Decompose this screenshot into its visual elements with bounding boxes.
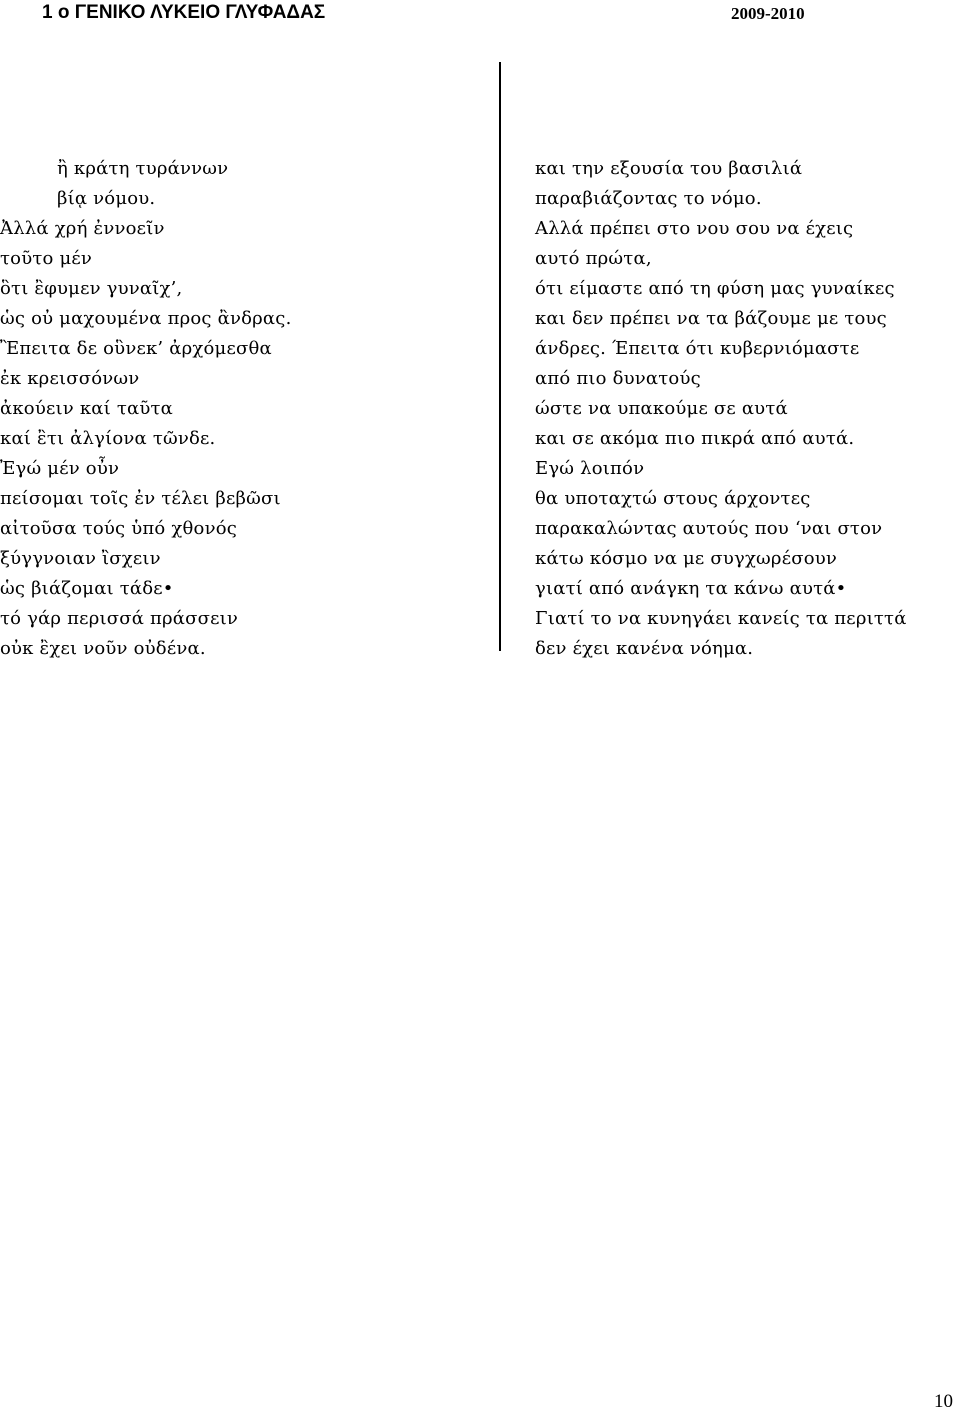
translation-line: Εγώ λοιπόν — [535, 458, 645, 479]
greek-line: πείσομαι τοῖς ἐν τέλει βεβῶσι — [0, 488, 281, 509]
greek-line: ὃτι ἒφυμεν γυναῖχ’, — [0, 278, 183, 299]
greek-line: τοῦτο μέν — [0, 248, 93, 269]
translation-line: Αλλά πρέπει στο νου σου να έχεις — [535, 218, 854, 239]
translation-line: αυτό πρώτα, — [535, 248, 652, 269]
greek-line: τό γάρ περισσά πράσσειν — [0, 608, 239, 629]
translation-line: κάτω κόσμο να με συγχωρέσουν — [535, 548, 838, 569]
greek-line: ξύγγνοιαν ἲσχειν — [0, 548, 161, 569]
translation-line: άνδρες. Έπειτα ότι κυβερνιόμαστε — [535, 338, 860, 359]
greek-line: ἀκούειν καί ταῦτα — [0, 398, 173, 419]
greek-line: αἰτοῦσα τούς ὑπό χθονός — [0, 518, 238, 539]
translation-line: Γιατί το να κυνηγάει κανείς τα περιττά — [535, 608, 907, 629]
greek-line: Ἐγώ μέν οὖν — [0, 458, 120, 479]
school-year: 2009-2010 — [731, 4, 805, 23]
translation-line: δεν έχει κανένα νόημα. — [535, 638, 754, 659]
greek-line: καί ἒτι ἀλγίονα τῶνδε. — [0, 428, 216, 449]
ancient-greek-text-column — [0, 154, 490, 664]
greek-line: ἐκ κρεισσόνων — [0, 368, 140, 389]
translation-column — [535, 154, 955, 664]
translation-line: και δεν πρέπει να τα βάζουμε με τους — [535, 308, 887, 329]
greek-line: βίᾳ νόμου. — [57, 188, 156, 209]
translation-line: ότι είμαστε από τη φύση μας γυναίκες — [535, 278, 895, 299]
translation-line: παρακαλώντας αυτούς που ‘ναι στον — [535, 518, 883, 539]
column-divider — [499, 62, 501, 651]
translation-line: και σε ακόμα πιο πικρά από αυτά. — [535, 428, 855, 449]
translation-line: από πιο δυνατούς — [535, 368, 701, 389]
greek-line: Ἀλλά χρή ἐννοεῖν — [0, 218, 165, 239]
greek-line: Ἒπειτα δε οὓνεκ’ ἀρχόμεσθα — [0, 338, 272, 359]
translation-line: γιατί από ανάγκη τα κάνω αυτά• — [535, 578, 847, 599]
school-name: 1 ο ΓΕΝΙΚΟ ΛΥΚΕΙΟ ΓΛΥΦΑΔΑΣ — [42, 2, 326, 23]
translation-line: θα υποταχτώ στους άρχοντες — [535, 488, 811, 509]
translation-line: ώστε να υπακούμε σε αυτά — [535, 398, 788, 419]
greek-line: ἢ κράτη τυράννων — [57, 158, 229, 179]
greek-line: οὐκ ἒχει νοῦν οὐδένα. — [0, 638, 206, 659]
translation-line: παραβιάζοντας το νόμο. — [535, 188, 762, 209]
greek-line: ὡς βιάζομαι τάδε• — [0, 578, 174, 599]
greek-line: ὡς οὐ μαχουμένα προς ἂνδρας. — [0, 308, 292, 329]
translation-line: και την εξουσία του βασιλιά — [535, 158, 803, 179]
page-number: 10 — [934, 1391, 953, 1412]
